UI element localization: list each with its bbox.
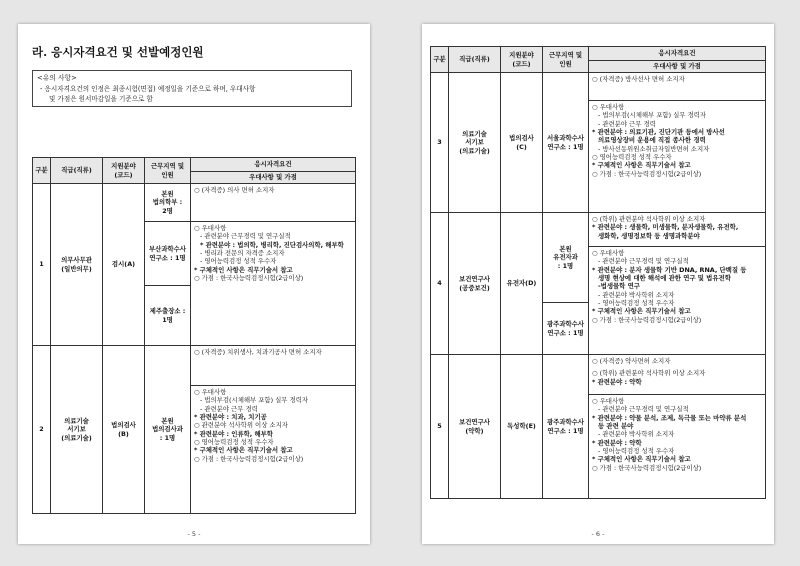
pref-line: ○ 관련분야 석사학위 이상 소지자	[194, 421, 288, 430]
row-3-pref	[589, 101, 766, 213]
notice-box	[32, 70, 352, 107]
row-1-req	[191, 184, 356, 222]
row-4-location-a: 본원 유전자과 : 1명	[543, 213, 589, 303]
req-line: ○ (자격증) 의사 면허 소지자	[194, 186, 275, 194]
row-2-req	[191, 346, 356, 386]
pref-line: - 관련분야 근무 경력	[598, 119, 656, 128]
req-line: ○ (학위) 관련분야 석사학위 이상 소지자	[592, 369, 706, 378]
pref-line: - 법의부검(시체해부 포함) 실무 경력자	[200, 396, 309, 405]
row-4-no: 4	[431, 213, 449, 355]
header-req: 응시자격요건	[589, 47, 766, 61]
pref-line: 등 관련 분야	[598, 421, 634, 430]
pref-line: -법생물학 연구	[598, 282, 640, 291]
req-line: * 관련분야 : 약학	[592, 377, 642, 386]
pref-line: ○ 가점 : 한국사능력검정시험(2급이상)	[592, 463, 702, 472]
header-req: 응시자격요건	[191, 158, 356, 172]
pref-line: ○ 영어능력검정 성적 우수자	[592, 152, 672, 161]
notice-title: <유의 사항>	[37, 74, 77, 82]
pref-line: * 구체적인 사항은 직무기술서 참고	[592, 307, 691, 316]
requirements-table-p5	[32, 157, 356, 514]
row-1-position: 의무사무관 (일반의무)	[51, 184, 103, 346]
row-3-no: 3	[431, 73, 449, 213]
pref-line: * 구체적인 사항은 직무기술서 참고	[592, 161, 691, 170]
pref-line: - 영어능력검정 성적 우수자	[200, 257, 277, 266]
header-location: 근무지역 및 인원	[543, 47, 589, 73]
header-gubun: 구분	[431, 47, 449, 73]
pref-line: ○ 가점 : 한국사능력검정시험(2급이상)	[194, 454, 304, 463]
pref-line: - 관련분야 근무경력 및 연구실적	[598, 257, 689, 266]
row-2-field: 법의검사 (B)	[103, 346, 145, 514]
row-5-no: 5	[431, 355, 449, 499]
row-5-position: 보건연구사 (약학)	[449, 355, 501, 499]
pref-line: * 구체적인 사항은 직무기술서 참고	[592, 455, 691, 464]
pref-line: * 구체적인 사항은 직무기술서 참고	[194, 446, 293, 455]
req-line: ○ (학위) 관련분야 석사학위 이상 소지자	[592, 215, 706, 223]
pref-line: - 영어능력검정 성적 우수자	[598, 298, 675, 307]
pref-line: - 병리과 전문의 자격증 소지자	[200, 248, 285, 257]
header-pref: 우대사항 및 가점	[191, 172, 356, 184]
pref-line: * 구체적인 사항은 직무기술서 참고	[194, 265, 293, 274]
pref-line: * 관련분야 : 약물 분석, 조제, 독극물 또는 마약류 분석	[592, 413, 747, 422]
pref-line: - 관련분야 박사학위 소지자	[598, 430, 675, 439]
pref-line: ○ 가점 : 한국사능력검정시험(2급이상)	[592, 169, 702, 178]
page-6	[422, 24, 774, 544]
row-2-no: 2	[33, 346, 51, 514]
pref-line: ○ 가점 : 한국사능력검정시험(2급이상)	[194, 273, 304, 282]
row-4-req	[589, 213, 766, 247]
row-2-pref	[191, 386, 356, 514]
row-4-position: 보건연구사 (공중보건)	[449, 213, 501, 355]
row-4-location-b: 광주과학수사 연구소 : 1명	[543, 303, 589, 355]
pref-line: ○ 우대사항	[592, 249, 625, 257]
page-5	[18, 24, 370, 544]
section-title: 라. 응시자격요건 및 선발예정인원	[32, 45, 204, 59]
row-3-req	[589, 73, 766, 101]
row-1-location-a: 본원 법의학부 : 2명	[145, 184, 191, 222]
pref-line: * 관련분야 : 치과, 치기공	[194, 412, 267, 421]
pref-line: 의료영상장비 운용에 직접 종사한 경력	[598, 136, 706, 145]
row-5-pref	[589, 395, 766, 499]
pref-line: * 관련분야 : 인류학, 해부학	[194, 429, 273, 438]
header-pref: 우대사항 및 가점	[589, 61, 766, 73]
pref-line: - 관련분야 근무경력 및 연구실적	[598, 405, 689, 414]
row-1-field: 검시(A)	[103, 184, 145, 346]
pref-line: * 관련분야 : 법의학, 병리학, 진단검사의학, 해부학	[200, 240, 344, 249]
pref-line: 생명 현상에 대한 해석에 관한 연구 및 법유전학	[598, 273, 731, 282]
pref-line: * 관련분야 : 분자 생물학 기반 DNA, RNA, 단백질 등	[592, 265, 747, 274]
req-line: * 관련분야 : 생물학, 미생물학, 분자생물학, 유전학,	[592, 223, 739, 232]
pref-line: - 관련분야 근무경력 및 연구실적	[200, 232, 291, 241]
header-position: 직급(직류)	[51, 158, 103, 184]
pref-line: ○ 우대사항	[194, 388, 227, 396]
header-position: 직급(직류)	[449, 47, 501, 73]
notice-line-1: - 응시자격요건의 인정은 최종시험(면접) 예정일을 기준으로 하며, 우대사항	[40, 84, 256, 93]
pref-line: ○ 영어능력검정 성적 우수자	[194, 437, 274, 446]
pref-line: - 관련분야 근무 경력	[200, 404, 258, 413]
header-field: 지원분야 (코드)	[501, 47, 543, 73]
row-1-no: 1	[33, 184, 51, 346]
notice-line-2: 및 가점은 원서마감일을 기준으로 함	[49, 94, 153, 103]
req-line: 생화학, 생명정보학 등 생명과학분야	[598, 231, 700, 240]
req-line: ○ (자격증) 약사면허 소지자	[592, 357, 671, 365]
pref-line: - 영어능력검정 성적 우수자	[598, 446, 675, 455]
req-line: ○ (자격증) 치위생사, 치과기공사 면허 소지자	[194, 348, 322, 356]
pref-line: - 방사선동위원소취급자일반면허 소지자	[598, 144, 710, 153]
row-2-position: 의료기술 서기보 (의료기술)	[51, 346, 103, 514]
row-1-pref	[191, 222, 356, 346]
page-number: - 6 -	[591, 530, 605, 538]
header-location: 근무지역 및 인원	[145, 158, 191, 184]
row-1-location-c: 제주출장소 : 1명	[145, 286, 191, 346]
pref-line: - 관련분야 박사학위 소지자	[598, 290, 675, 299]
row-4-field: 유전자(D)	[501, 213, 543, 355]
row-5-req	[589, 355, 766, 395]
row-5-field: 독성학(E)	[501, 355, 543, 499]
pref-line: - 법의부검(시체해부 포함) 실무 경력자	[598, 111, 707, 120]
header-field: 지원분야 (코드)	[103, 158, 145, 184]
pref-line: ○ 우대사항	[194, 224, 227, 232]
row-5-location: 광주과학수사 연구소 : 1명	[543, 355, 589, 499]
pref-line: * 관련분야 : 의료기관, 진단기관 등에서 방사선	[592, 127, 725, 136]
row-3-field: 법의검사 (C)	[501, 73, 543, 213]
pref-line: ○ 가점 : 한국사능력검정시험(2급이상)	[592, 315, 702, 324]
pref-line: ○ 우대사항	[592, 397, 625, 405]
row-3-position: 의료기술 서기보 (의료기술)	[449, 73, 501, 213]
row-4-pref	[589, 247, 766, 355]
row-3-location: 서울과학수사 연구소 : 1명	[543, 73, 589, 213]
pref-line: * 관련분야 : 약학	[592, 438, 642, 447]
row-2-location: 본원 법의검사과 : 1명	[145, 346, 191, 514]
row-1-location-b: 부산과학수사 연구소 : 1명	[145, 222, 191, 286]
page-number: - 5 -	[187, 530, 201, 538]
req-line: ○ (자격증) 방사선사 면허 소지자	[592, 75, 685, 83]
header-gubun: 구분	[33, 158, 51, 184]
pref-line: ○ 우대사항	[592, 103, 625, 111]
requirements-table-p6	[430, 46, 766, 499]
